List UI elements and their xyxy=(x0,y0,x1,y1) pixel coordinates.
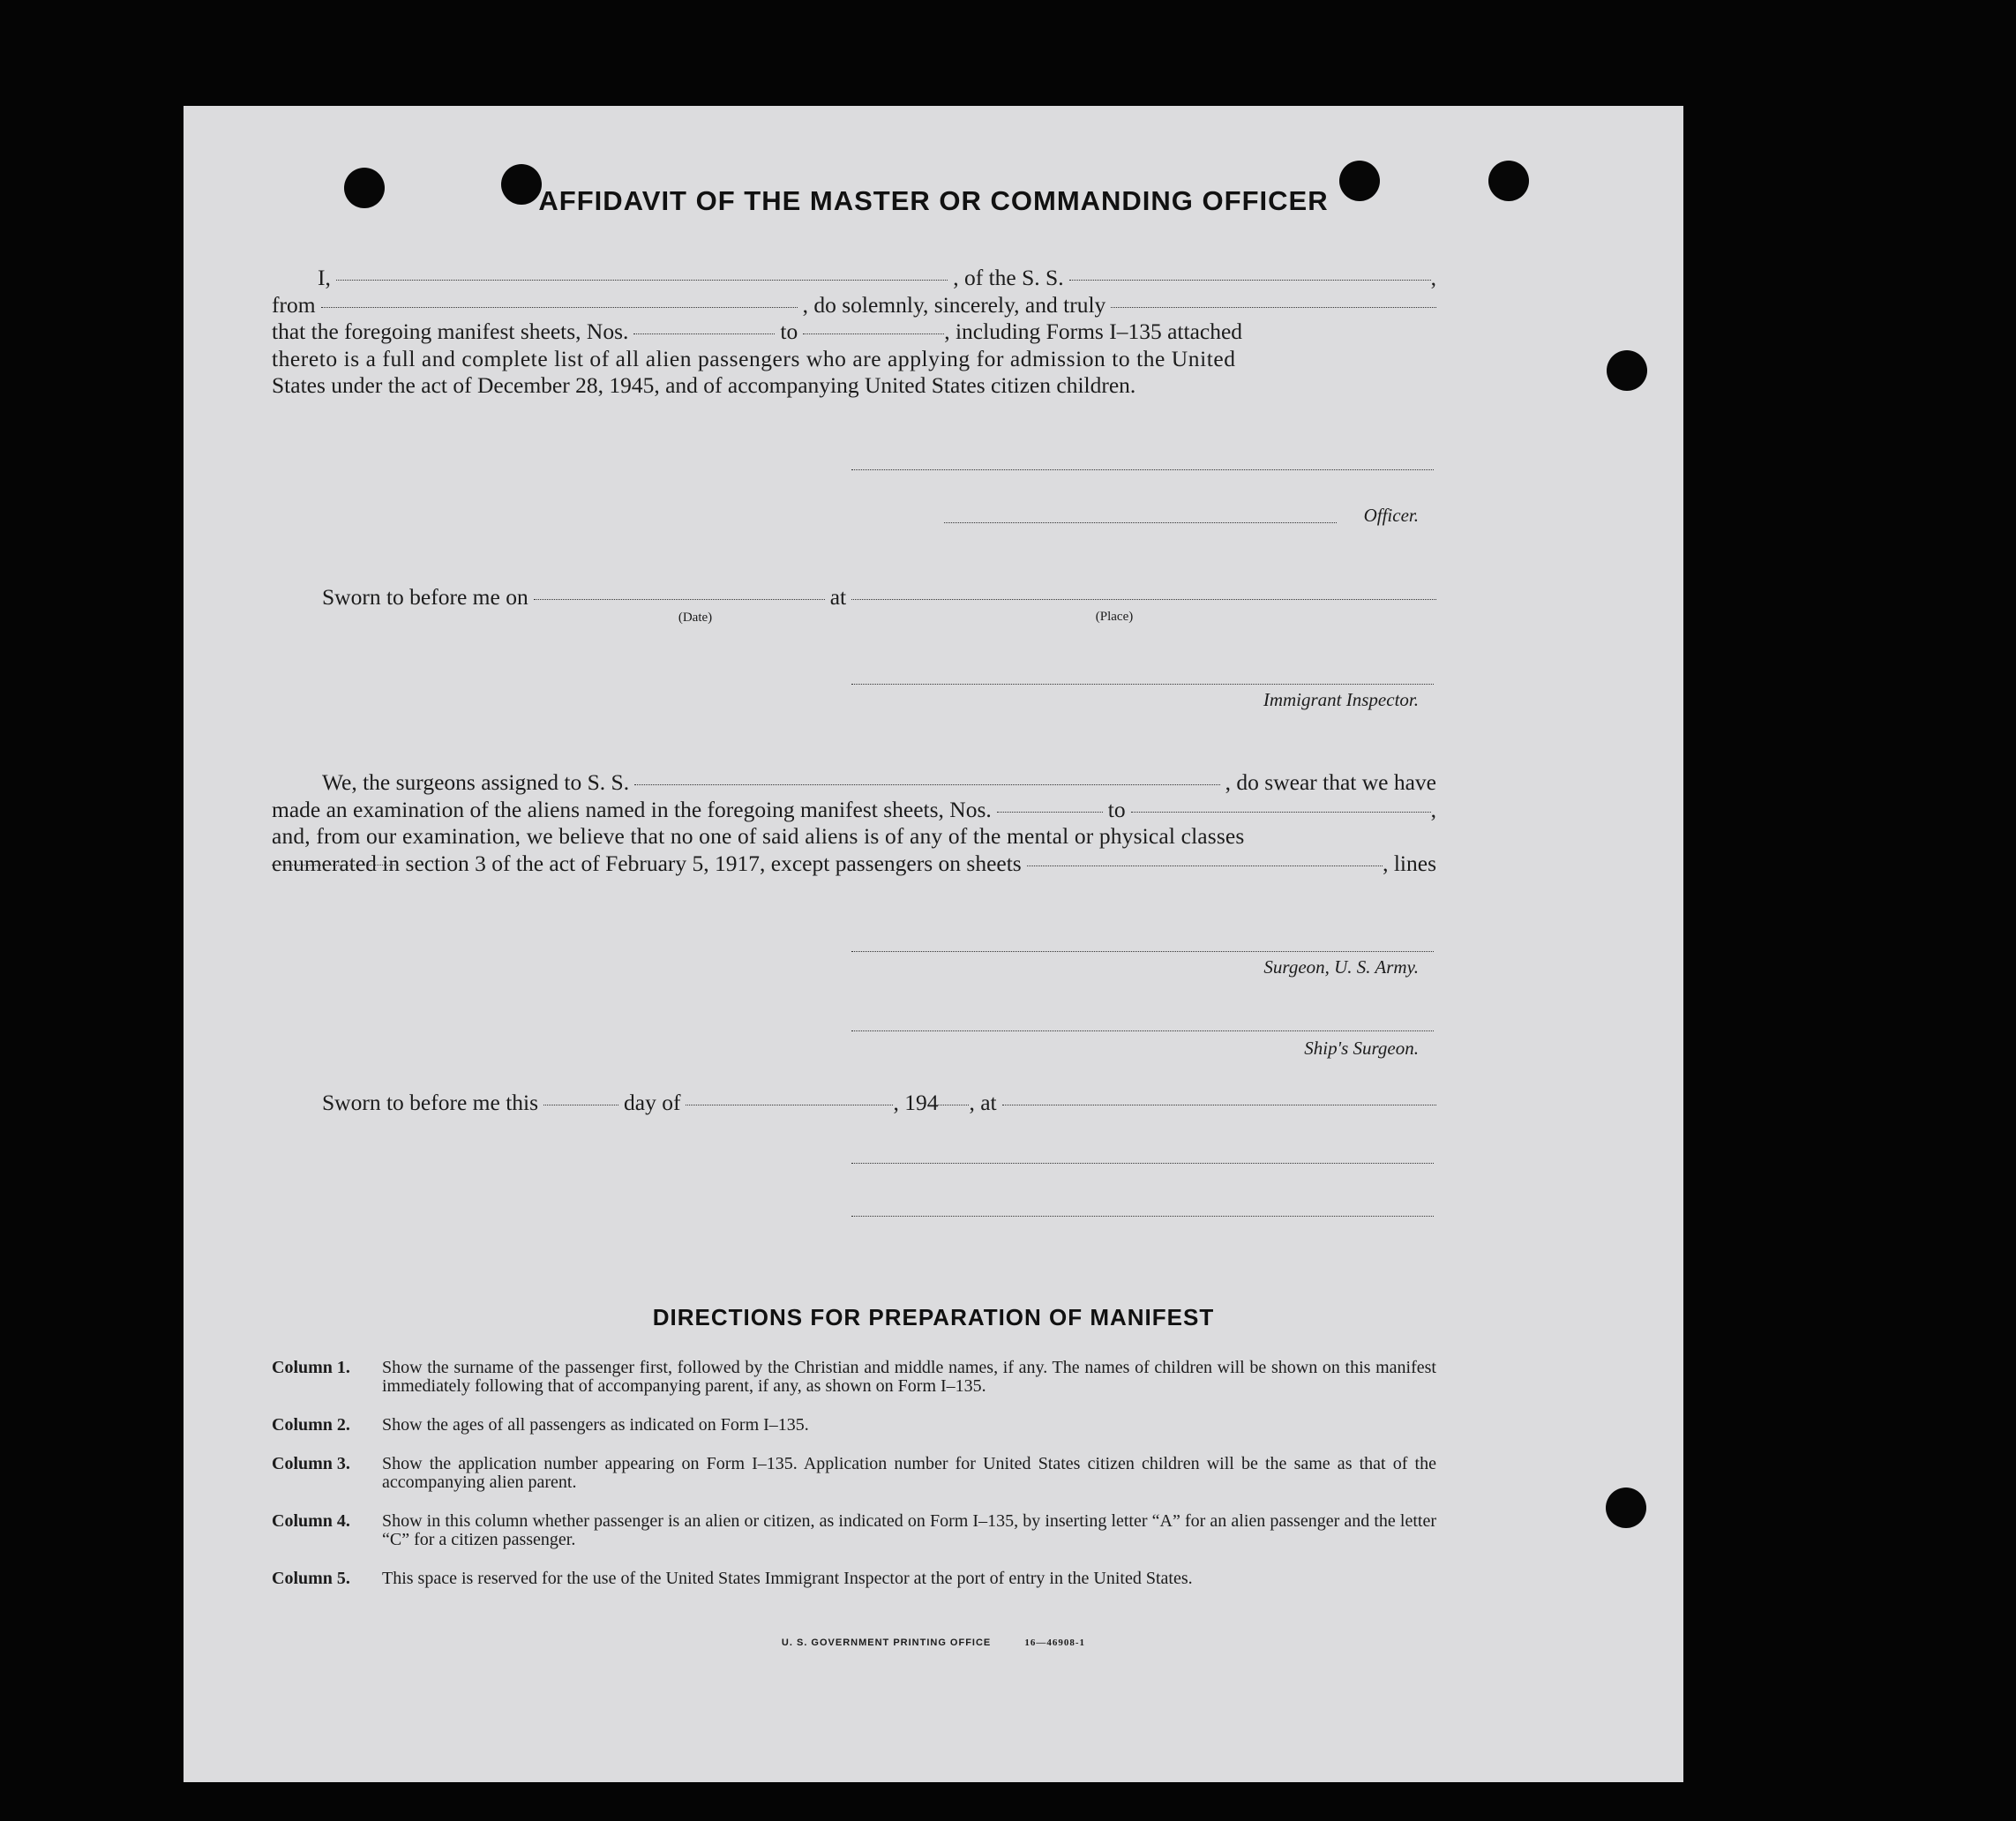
text-lines: , lines xyxy=(1383,850,1436,876)
place-caption: (Place) xyxy=(1095,610,1134,624)
text-year: , 194 xyxy=(893,1090,939,1115)
column-label: Column 3. xyxy=(272,1454,350,1473)
column-text: This space is reserved for the use of the United States Immigrant Inspector at the port of entry in the United States. xyxy=(382,1569,1193,1588)
surgeons-line-1 xyxy=(272,769,1436,797)
direction-column-3 xyxy=(272,1455,1436,1492)
inspector-caption: Immigrant Inspector. xyxy=(1263,689,1419,710)
surgeons-line-2 xyxy=(272,797,1436,824)
ship-surgeon-caption: Ship's Surgeon. xyxy=(1304,1038,1419,1059)
officer-signature-line[interactable] xyxy=(944,522,1337,523)
text-act-1945: States under the act of December 28, 1945, and of accompanying United States citizen children. xyxy=(272,372,1136,398)
sheet-to-field[interactable] xyxy=(803,333,944,334)
sworn-line-1-row xyxy=(272,584,1436,611)
sworn-place-field[interactable] xyxy=(851,599,1436,600)
direction-column-4 xyxy=(272,1512,1436,1549)
affidavit-paragraph xyxy=(272,265,1436,400)
affidavit-line-2 xyxy=(272,292,1436,319)
declare-field[interactable] xyxy=(1111,307,1436,308)
punch-hole xyxy=(1606,1488,1646,1528)
surgeons-line-5 xyxy=(272,877,1436,878)
army-surgeon-caption: Surgeon, U. S. Army. xyxy=(1263,956,1419,978)
text-day-of: day of xyxy=(624,1090,681,1115)
surgeon-sheet-from-field[interactable] xyxy=(997,812,1103,813)
text-including: , including Forms I–135 attached xyxy=(944,318,1243,344)
surgeons-line-4 xyxy=(272,851,1436,878)
surgeons-paragraph xyxy=(272,769,1436,878)
ship-surgeon-signature-line[interactable] xyxy=(851,1030,1434,1031)
punch-hole xyxy=(1607,350,1647,391)
text-sworn-this: Sworn to before me this xyxy=(322,1090,539,1115)
text-solemnly: , do solemnly, sincerely, and truly xyxy=(802,291,1106,318)
column-text: Show the application number appearing on Form I–135. Application number for United States citizen children will be the same as that of the accompanying alien parent. xyxy=(382,1454,1436,1492)
text-of-ss: , of the S. S. xyxy=(953,265,1064,290)
column-label: Column 2. xyxy=(272,1415,350,1435)
surgeon-sheet-to-field[interactable] xyxy=(1131,812,1431,813)
directions-list xyxy=(272,1359,1436,1608)
direction-column-2 xyxy=(272,1416,1436,1435)
direction-column-5 xyxy=(272,1570,1436,1588)
sworn-line-2-row xyxy=(272,1090,1436,1117)
form-page xyxy=(184,106,1683,1782)
text-at: at xyxy=(829,584,847,610)
inspector-signature-line[interactable] xyxy=(851,684,1434,685)
text-belief: and, from our examination, we believe that no one of said aliens is of any of the mental or physical classes xyxy=(272,823,1245,849)
affidavit-line-1 xyxy=(272,265,1436,292)
master-signature-line[interactable] xyxy=(851,469,1434,470)
text-section-3: enumerated in section 3 of the act of February 5, 1917, except passengers on sheets xyxy=(272,850,1022,876)
printer-imprint xyxy=(184,1637,1683,1648)
text-from: from xyxy=(272,291,316,318)
surgeons-line-3 xyxy=(272,823,1436,851)
text-manifest-sheets: that the foregoing manifest sheets, Nos. xyxy=(272,318,629,344)
affidavit-line-3 xyxy=(272,318,1436,346)
text-examination: made an examination of the aliens named in the foregoing manifest sheets, Nos. xyxy=(272,796,992,822)
sworn-line-2 xyxy=(272,1090,1436,1117)
affidavit-line-5 xyxy=(272,372,1436,400)
text-comma-2: , xyxy=(1430,796,1436,822)
printer-office: U. S. GOVERNMENT PRINTING OFFICE xyxy=(781,1637,992,1648)
column-label: Column 5. xyxy=(272,1569,350,1588)
army-surgeon-signature-line[interactable] xyxy=(851,951,1434,952)
directions-title: DIRECTIONS FOR PREPARATION OF MANIFEST xyxy=(652,1304,1215,1330)
text-surgeons-assigned: We, the surgeons assigned to S. S. xyxy=(322,769,630,795)
column-label: Column 1. xyxy=(272,1358,350,1377)
master-name-field[interactable] xyxy=(336,280,948,281)
officer-caption: Officer. xyxy=(1363,505,1419,526)
text-to: to xyxy=(780,318,798,344)
port-from-field[interactable] xyxy=(321,307,798,308)
column-label: Column 4. xyxy=(272,1511,350,1531)
column-text: Show the surname of the passenger first, followed by the Christian and middle names, if any. The names of children will be shown on this manifest immediately following that of accompanying parent, if any, as shown on Form I–135. xyxy=(382,1358,1436,1396)
official-signature-line-1[interactable] xyxy=(851,1163,1434,1164)
sheet-from-field[interactable] xyxy=(633,333,775,334)
column-text: Show in this column whether passenger is an alien or citizen, as indicated on Form I–135, by inserting letter “A” for an alien passenger and the letter “C” for a citizen passenger. xyxy=(382,1511,1436,1549)
surgeon-ship-field[interactable] xyxy=(634,784,1220,785)
printer-code: 16—46908-1 xyxy=(1024,1637,1086,1648)
text-comma: , xyxy=(1430,265,1436,290)
text-full-list: thereto is a full and complete list of all alien passengers who are applying for admission to the United xyxy=(272,345,1236,371)
sworn-line-1 xyxy=(272,584,1436,611)
sworn-date-field[interactable] xyxy=(534,599,825,600)
column-text: Show the ages of all passengers as indicated on Form I–135. xyxy=(382,1415,809,1435)
except-lines-field[interactable] xyxy=(272,865,395,866)
affidavit-title: AFFIDAVIT OF THE MASTER OR COMMANDING OFFICER xyxy=(538,185,1329,216)
direction-column-1 xyxy=(272,1359,1436,1396)
text-to-2: to xyxy=(1107,796,1126,822)
text-sworn-on: Sworn to before me on xyxy=(322,584,528,610)
official-signature-line-2[interactable] xyxy=(851,1216,1434,1217)
text-at-2: , at xyxy=(969,1090,997,1115)
ship-name-field[interactable] xyxy=(1069,280,1431,281)
date-caption: (Date) xyxy=(678,611,713,625)
affidavit-line-4 xyxy=(272,346,1436,373)
text-do-swear: , do swear that we have xyxy=(1225,769,1436,795)
text-i: I, xyxy=(318,265,331,290)
